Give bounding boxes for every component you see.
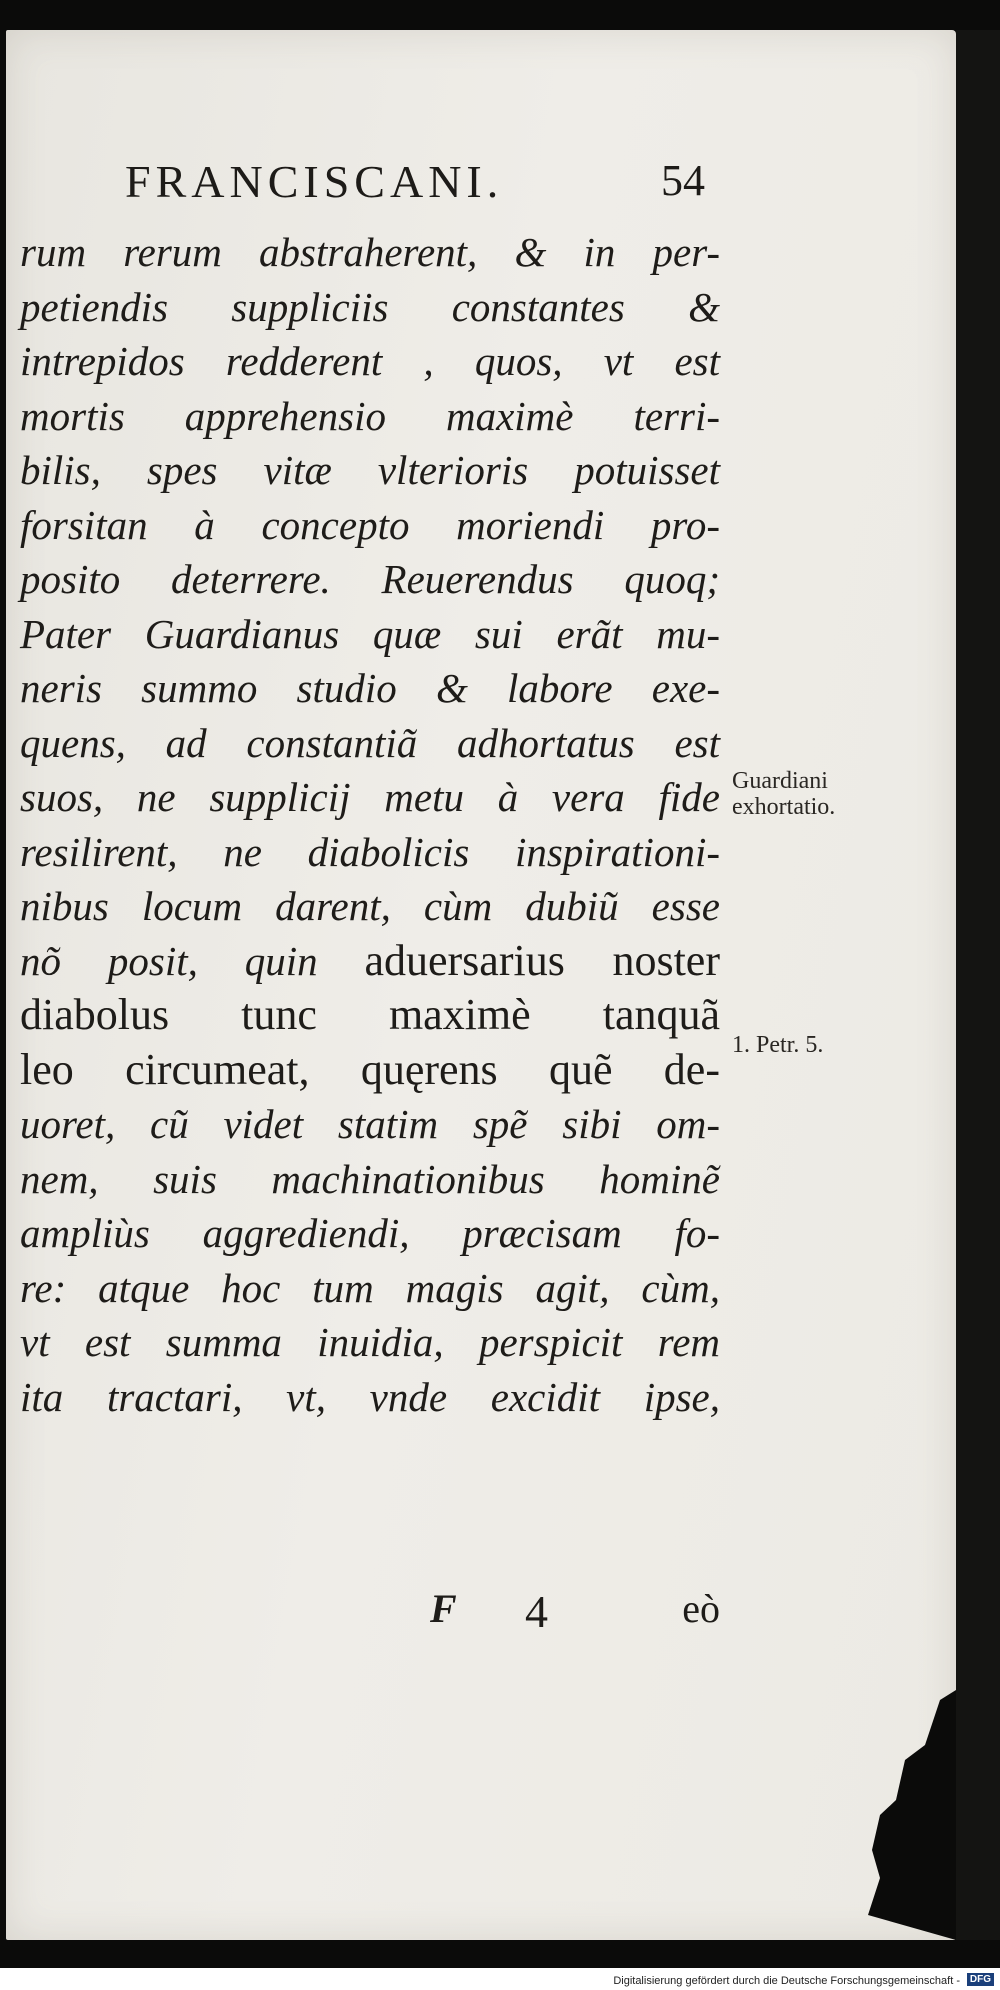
- text-line: diabolus tunc maximè tanquã: [20, 990, 720, 1039]
- text-line: nem, suis machinationibus hominẽ: [20, 1155, 720, 1202]
- text-line: suos, ne supplicij metu à vera fide: [20, 774, 720, 820]
- text-line: intrepidos redderent , quos, vt est: [20, 338, 720, 384]
- text-line: bilis, spes vitæ vlterioris potuisset: [20, 447, 720, 493]
- text-line: Pater Guardianus quæ sui erãt mu-: [20, 610, 720, 657]
- text-line: mortis apprehensio maximè terri-: [20, 392, 720, 439]
- marginal-note-line: Guardiani: [732, 768, 828, 794]
- text-line: neris summo studio & labore exe-: [20, 665, 720, 711]
- marginal-note-line: exhortatio.: [732, 794, 836, 820]
- mixed-roman-part: aduersarius noster: [364, 935, 720, 985]
- text-line: ampliùs aggrediendi, præcisam fo-: [20, 1210, 720, 1256]
- text-line: resilirent, ne diabolicis inspirationi-: [20, 828, 720, 875]
- signature-letter: F: [430, 1586, 457, 1631]
- catchword: eò: [682, 1586, 720, 1631]
- mixed-italic-part: nõ posit, quin: [20, 937, 365, 984]
- text-line: uoret, cũ videt statim spẽ sibi om-: [20, 1101, 720, 1147]
- running-head-title: FRANCISCANI.: [125, 156, 504, 207]
- credit-bar: [0, 1968, 1000, 1990]
- text-line: posito deterrere. Reuerendus quoq;: [20, 556, 720, 602]
- text-line: quens, ad constantiã adhortatus est: [20, 719, 720, 766]
- text-line: leo circumeat, quęrens quẽ de-: [20, 1044, 720, 1094]
- text-line: ita tractari, vt, vnde excidit ipse,: [20, 1373, 720, 1420]
- folio-number: 54: [661, 156, 705, 205]
- text-line: vt est summa inuidia, perspicit rem: [20, 1319, 720, 1365]
- text-line: nibus locum darent, cùm dubiũ esse: [20, 883, 720, 929]
- text-line: forsitan à concepto moriendi pro-: [20, 501, 720, 548]
- dfg-logo: DFG: [967, 1973, 994, 1986]
- text-line: re: atque hoc tum magis agit, cùm,: [20, 1264, 720, 1311]
- marginal-note-petr: 1. Petr. 5.: [732, 1032, 824, 1058]
- signature-number: 4: [525, 1586, 548, 1637]
- text-line: petiendis suppliciis constantes &: [20, 283, 720, 330]
- credit-text: Digitalisierung gefördert durch die Deutsche Forschungsgemeinschaft -: [613, 1975, 960, 1987]
- text-line: rum rerum abstraherent, & in per-: [20, 229, 720, 275]
